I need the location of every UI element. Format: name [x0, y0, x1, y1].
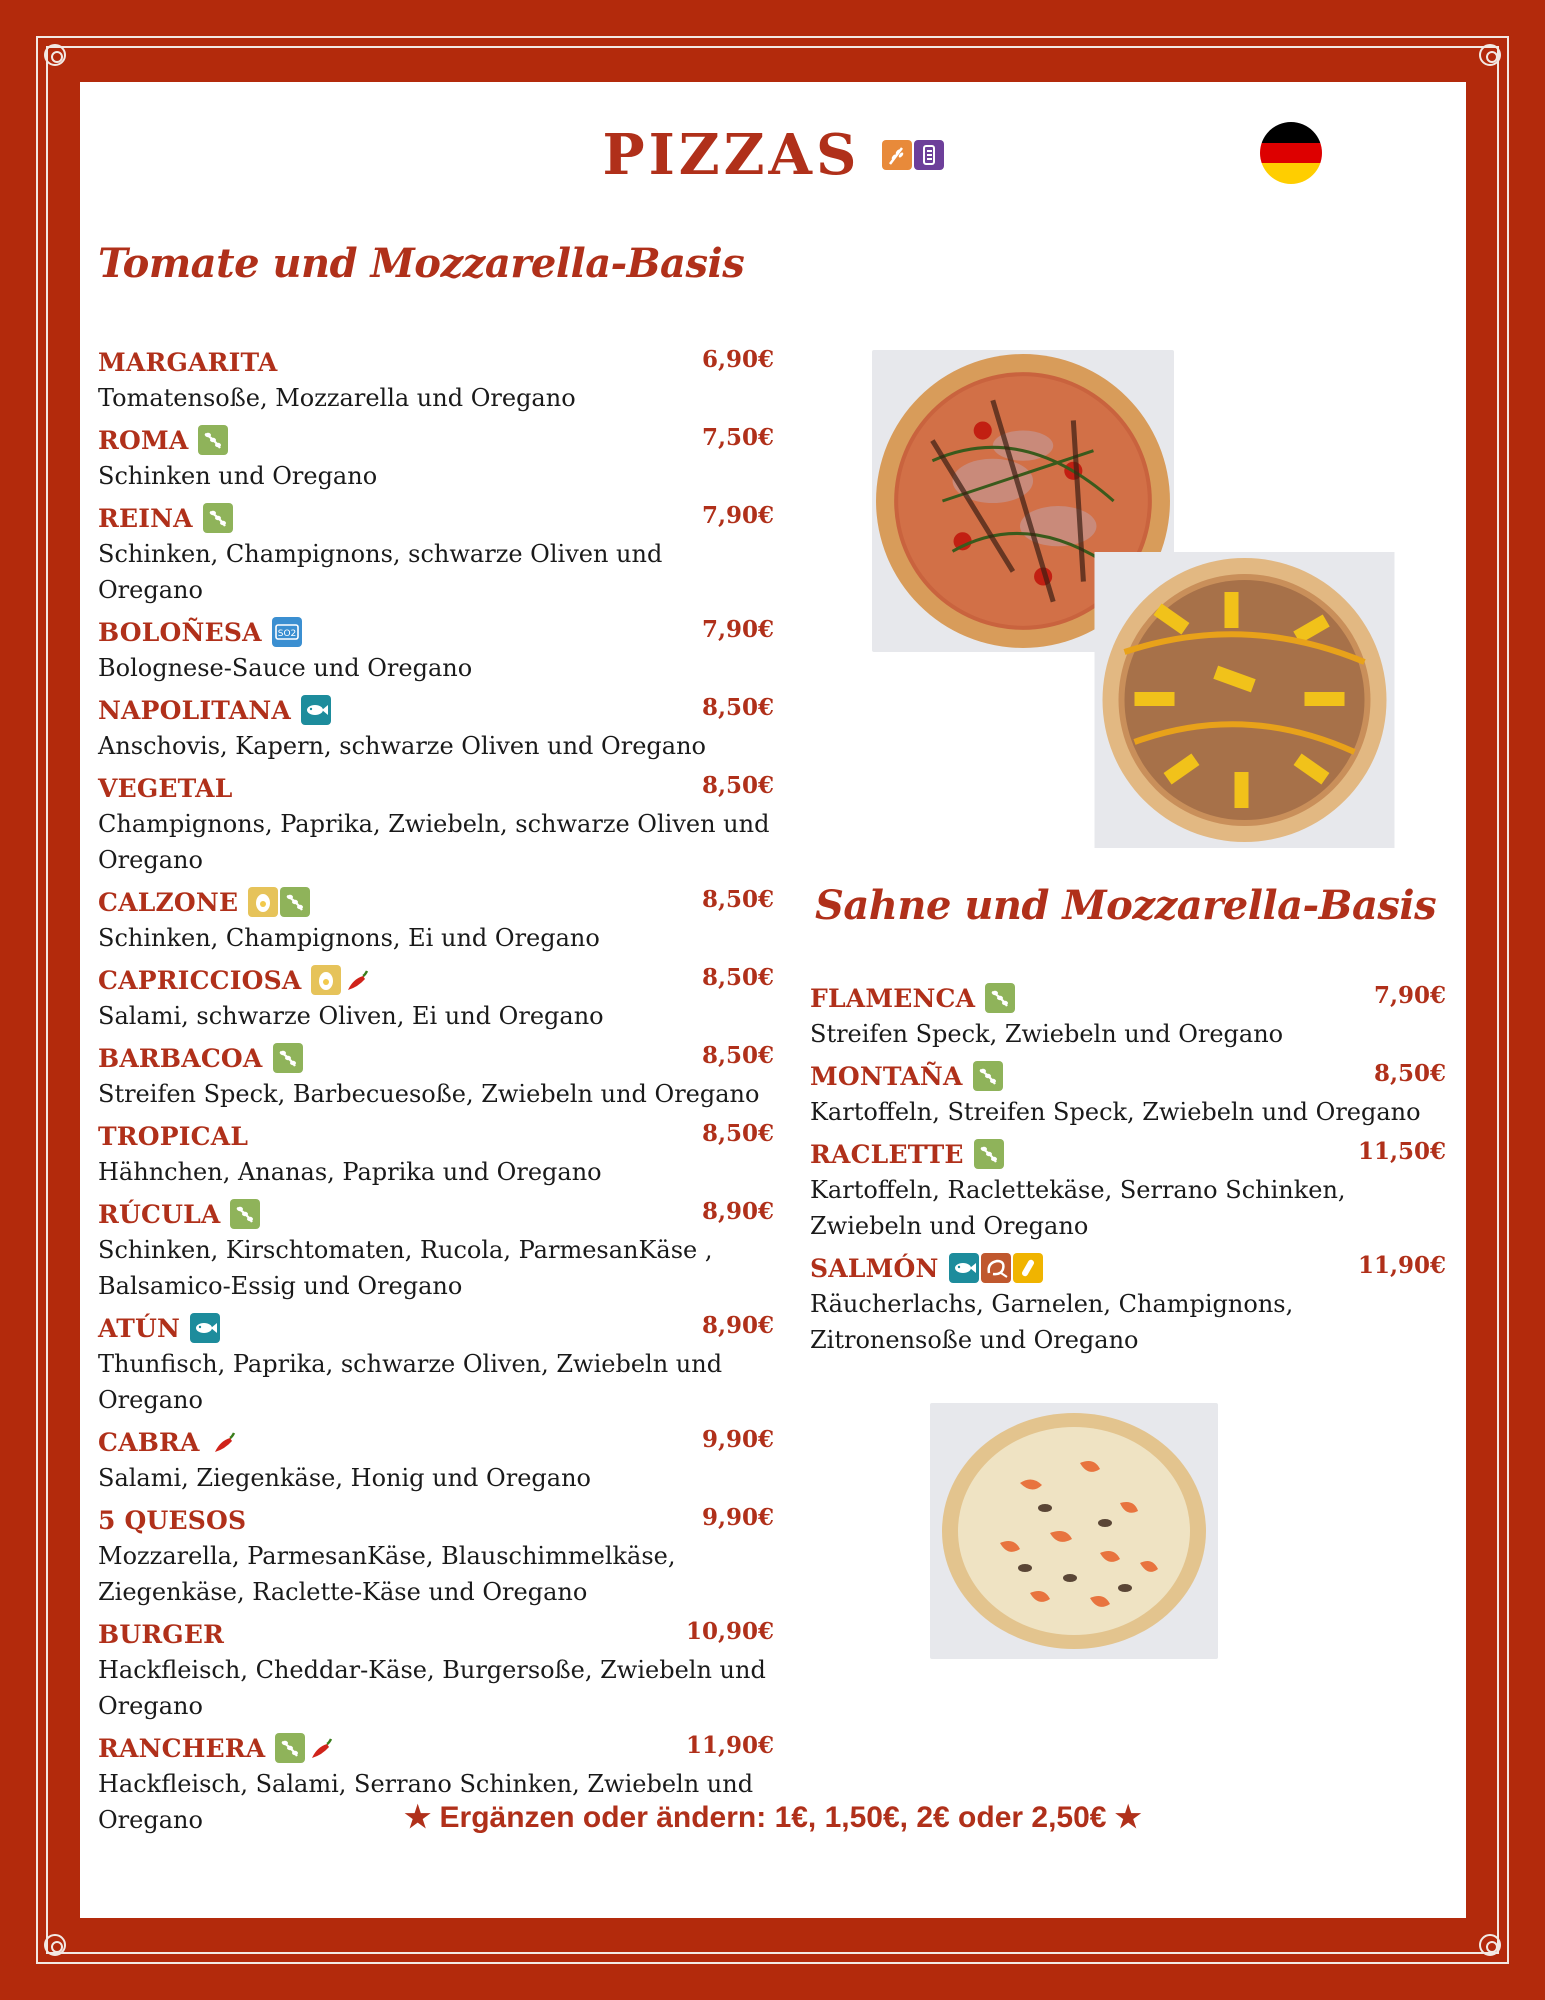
- menu-item-price: 8,50€: [701, 964, 774, 991]
- allergen-icons: [248, 887, 310, 917]
- menu-item-header: [810, 1058, 1446, 1094]
- menu-item-description: Hackfleisch, Salami, Serrano Schinken, Zwiebeln und Oregano: [98, 1770, 754, 1834]
- menu-item-price: 10,90€: [685, 1618, 774, 1645]
- menu-item: [98, 962, 774, 1034]
- menu-item-price: 7,50€: [701, 424, 774, 451]
- fish-icon: [949, 1253, 979, 1283]
- menu-item-header: [98, 1616, 774, 1652]
- menu-page: [80, 82, 1466, 1918]
- menu-item: [98, 1502, 774, 1610]
- menu-item-price: 6,90€: [701, 346, 774, 373]
- menu-item-description: Thunfisch, Paprika, schwarze Oliven, Zwiebeln und Oregano: [98, 1350, 723, 1414]
- allergen-icons: [273, 1043, 303, 1073]
- menu-item-description: Tomatensoße, Mozzarella und Oregano: [98, 384, 576, 412]
- lupin-icon: [914, 140, 944, 170]
- menu-item-header: [98, 1424, 774, 1460]
- menu-item-description: Räucherlachs, Garnelen, Champignons, Zitronensoße und Oregano: [810, 1290, 1294, 1354]
- menu-item-name: REINA: [98, 503, 193, 533]
- fish-icon: [301, 695, 331, 725]
- sulfite-icon: [272, 617, 302, 647]
- svg-text:SO2: SO2: [277, 629, 296, 639]
- title-allergen-icons: [882, 140, 944, 170]
- menu-item-description: Schinken, Kirschtomaten, Rucola, ParmesanKäse , Balsamico-Essig und Oregano: [98, 1236, 713, 1300]
- menu-item-header: [98, 1502, 774, 1538]
- menu-item-name: ROMA: [98, 425, 189, 455]
- menu-item-name: MONTAÑA: [810, 1061, 963, 1091]
- allergen-icons: [210, 1427, 240, 1457]
- menu-item-name: RÚCULA: [98, 1199, 221, 1229]
- soy-icon: [273, 1043, 303, 1073]
- corner-ornament-bottom-left: [44, 1934, 66, 1956]
- menu-item-description: Kartoffeln, Raclettekäse, Serrano Schinken, Zwiebeln und Oregano: [810, 1176, 1346, 1240]
- allergen-icons: [311, 965, 373, 995]
- menu-item-description: Schinken, Champignons, schwarze Oliven und Oregano: [98, 540, 663, 604]
- menu-item-name: 5 QUESOS: [98, 1505, 247, 1535]
- menu-item-price: 7,90€: [701, 616, 774, 643]
- soy-icon: [973, 1061, 1003, 1091]
- corner-ornament-top-right: [1479, 44, 1501, 66]
- fish-icon: [190, 1313, 220, 1343]
- menu-item-header: [810, 980, 1446, 1016]
- menu-item-price: 8,50€: [701, 694, 774, 721]
- menu-item-name: TROPICAL: [98, 1121, 249, 1151]
- menu-item-description: Hähnchen, Ananas, Paprika und Oregano: [98, 1158, 602, 1186]
- allergen-icons: [301, 695, 331, 725]
- menu-item-header: [98, 692, 774, 728]
- menu-item-name: SALMÓN: [810, 1253, 939, 1283]
- egg-icon: [311, 965, 341, 995]
- menu-item: [98, 1616, 774, 1724]
- menu-item-price: 9,90€: [701, 1426, 774, 1453]
- menu-item-name: VEGETAL: [98, 773, 233, 803]
- allergen-icons: [949, 1253, 1043, 1283]
- menu-item-description: Hackfleisch, Cheddar-Käse, Burgersoße, Zwiebeln und Oregano: [98, 1656, 766, 1720]
- allergen-icons: [272, 617, 302, 647]
- menu-item-header: [98, 1118, 774, 1154]
- menu-item: [810, 1136, 1446, 1244]
- menu-item-header: [98, 884, 774, 920]
- menu-item-header: [98, 770, 774, 806]
- soy-icon: [974, 1139, 1004, 1169]
- soy-icon: [275, 1733, 305, 1763]
- soy-icon: [203, 503, 233, 533]
- allergen-icons: [198, 425, 228, 455]
- menu-item: [98, 692, 774, 764]
- menu-item: [98, 1040, 774, 1112]
- corner-ornament-top-left: [44, 44, 66, 66]
- pizza-salmon-photo: [930, 1403, 1218, 1659]
- menu-item: [810, 1250, 1446, 1358]
- allergen-icons: [985, 983, 1015, 1013]
- menu-item-name: BURGER: [98, 1619, 225, 1649]
- menu-item-description: Schinken und Oregano: [98, 462, 378, 490]
- menu-item-description: Salami, schwarze Oliven, Ei und Oregano: [98, 1002, 604, 1030]
- menu-item-price: 8,50€: [1373, 1060, 1446, 1087]
- menu-item-description: Streifen Speck, Barbecuesoße, Zwiebeln und Oregano: [98, 1080, 760, 1108]
- menu-item-header: [98, 962, 774, 998]
- menu-item-price: 11,50€: [1357, 1138, 1446, 1165]
- allergen-icons: [230, 1199, 260, 1229]
- corner-ornament-bottom-right: [1479, 1934, 1501, 1956]
- menu-item-description: Bolognese-Sauce und Oregano: [98, 654, 473, 682]
- menu-item: [98, 500, 774, 608]
- menu-item-description: Streifen Speck, Zwiebeln und Oregano: [810, 1020, 1284, 1048]
- menu-item: [810, 980, 1446, 1052]
- menu-item-price: 11,90€: [685, 1732, 774, 1759]
- menu-item-header: [98, 422, 774, 458]
- menu-item-description: Anschovis, Kapern, schwarze Oliven und Oregano: [98, 732, 706, 760]
- menu-item-name: BOLOÑESA: [98, 617, 262, 647]
- cream-base-heading: Sahne und Mozzarella-Basis: [815, 882, 1437, 929]
- tomato-base-heading: Tomate und Mozzarella-Basis: [98, 240, 745, 287]
- menu-item-price: 7,90€: [701, 502, 774, 529]
- menu-item-price: 8,50€: [701, 1120, 774, 1147]
- menu-item-price: 11,90€: [1357, 1252, 1446, 1279]
- menu-item-header: [98, 1730, 774, 1766]
- menu-item: [98, 1424, 774, 1496]
- menu-item-description: Mozzarella, ParmesanKäse, Blauschimmelkäse, Ziegenkäse, Raclette-Käse und Oregano: [98, 1542, 676, 1606]
- allergen-icons: [203, 503, 233, 533]
- gluten-icon: [882, 140, 912, 170]
- german-flag-icon[interactable]: [1260, 122, 1322, 184]
- shellfish-icon: [981, 1253, 1011, 1283]
- soy-icon: [198, 425, 228, 455]
- soy-icon: [280, 887, 310, 917]
- menu-item-header: [98, 614, 774, 650]
- title-row: [80, 122, 1466, 188]
- menu-item-price: 8,50€: [701, 886, 774, 913]
- menu-item-header: [98, 500, 774, 536]
- menu-item-price: 9,90€: [701, 1504, 774, 1531]
- menu-item-price: 8,50€: [701, 772, 774, 799]
- menu-item: [98, 770, 774, 878]
- menu-item-name: RANCHERA: [98, 1733, 266, 1763]
- menu-item: [98, 614, 774, 686]
- menu-item-description: Kartoffeln, Streifen Speck, Zwiebeln und Oregano: [810, 1098, 1421, 1126]
- menu-item-price: 8,50€: [701, 1042, 774, 1069]
- menu-item-name: RACLETTE: [810, 1139, 964, 1169]
- menu-item: [98, 1310, 774, 1418]
- tomato-menu-list: [98, 344, 774, 1844]
- allergen-icons: [275, 1733, 337, 1763]
- chili-icon: [307, 1733, 337, 1763]
- menu-item-description: Schinken, Champignons, Ei und Oregano: [98, 924, 600, 952]
- menu-item-name: CAPRICCIOSA: [98, 965, 302, 995]
- menu-item-header: [810, 1250, 1446, 1286]
- menu-item: [810, 1058, 1446, 1130]
- menu-item-price: 7,90€: [1373, 982, 1446, 1009]
- menu-item-header: [98, 1310, 774, 1346]
- pizza-burger-photo: [1093, 552, 1396, 848]
- mustard-icon: [1013, 1253, 1043, 1283]
- menu-item-name: NAPOLITANA: [98, 695, 291, 725]
- menu-item-description: Salami, Ziegenkäse, Honig und Oregano: [98, 1464, 591, 1492]
- menu-item: [98, 344, 774, 416]
- page-title: PIZZAS: [602, 122, 861, 188]
- menu-item-description: Champignons, Paprika, Zwiebeln, schwarze Oliven und Oregano: [98, 810, 770, 874]
- menu-item-name: CABRA: [98, 1427, 200, 1457]
- menu-item-name: ATÚN: [98, 1313, 181, 1343]
- menu-item-header: [98, 1040, 774, 1076]
- menu-item-price: 8,90€: [701, 1312, 774, 1339]
- chili-icon: [343, 965, 373, 995]
- menu-item-header: [98, 344, 774, 380]
- soy-icon: [230, 1199, 260, 1229]
- menu-item-header: [98, 1196, 774, 1232]
- menu-item: [98, 422, 774, 494]
- allergen-icons: [190, 1313, 220, 1343]
- cream-menu-list: [810, 980, 1446, 1364]
- menu-item: [98, 1118, 774, 1190]
- allergen-icons: [973, 1061, 1003, 1091]
- menu-item: [98, 884, 774, 956]
- menu-item: [98, 1196, 774, 1304]
- menu-item-price: 8,90€: [701, 1198, 774, 1225]
- egg-icon: [248, 887, 278, 917]
- menu-item-header: [810, 1136, 1446, 1172]
- menu-item-name: CALZONE: [98, 887, 239, 917]
- chili-icon: [210, 1427, 240, 1457]
- footer-extras-note: ★ Ergänzen oder ändern: 1€, 1,50€, 2€ oder 2,50€ ★: [404, 1801, 1142, 1834]
- menu-item-name: BARBACOA: [98, 1043, 263, 1073]
- soy-icon: [985, 983, 1015, 1013]
- menu-item-name: MARGARITA: [98, 347, 278, 377]
- menu-item-name: FLAMENCA: [810, 983, 976, 1013]
- allergen-icons: [974, 1139, 1004, 1169]
